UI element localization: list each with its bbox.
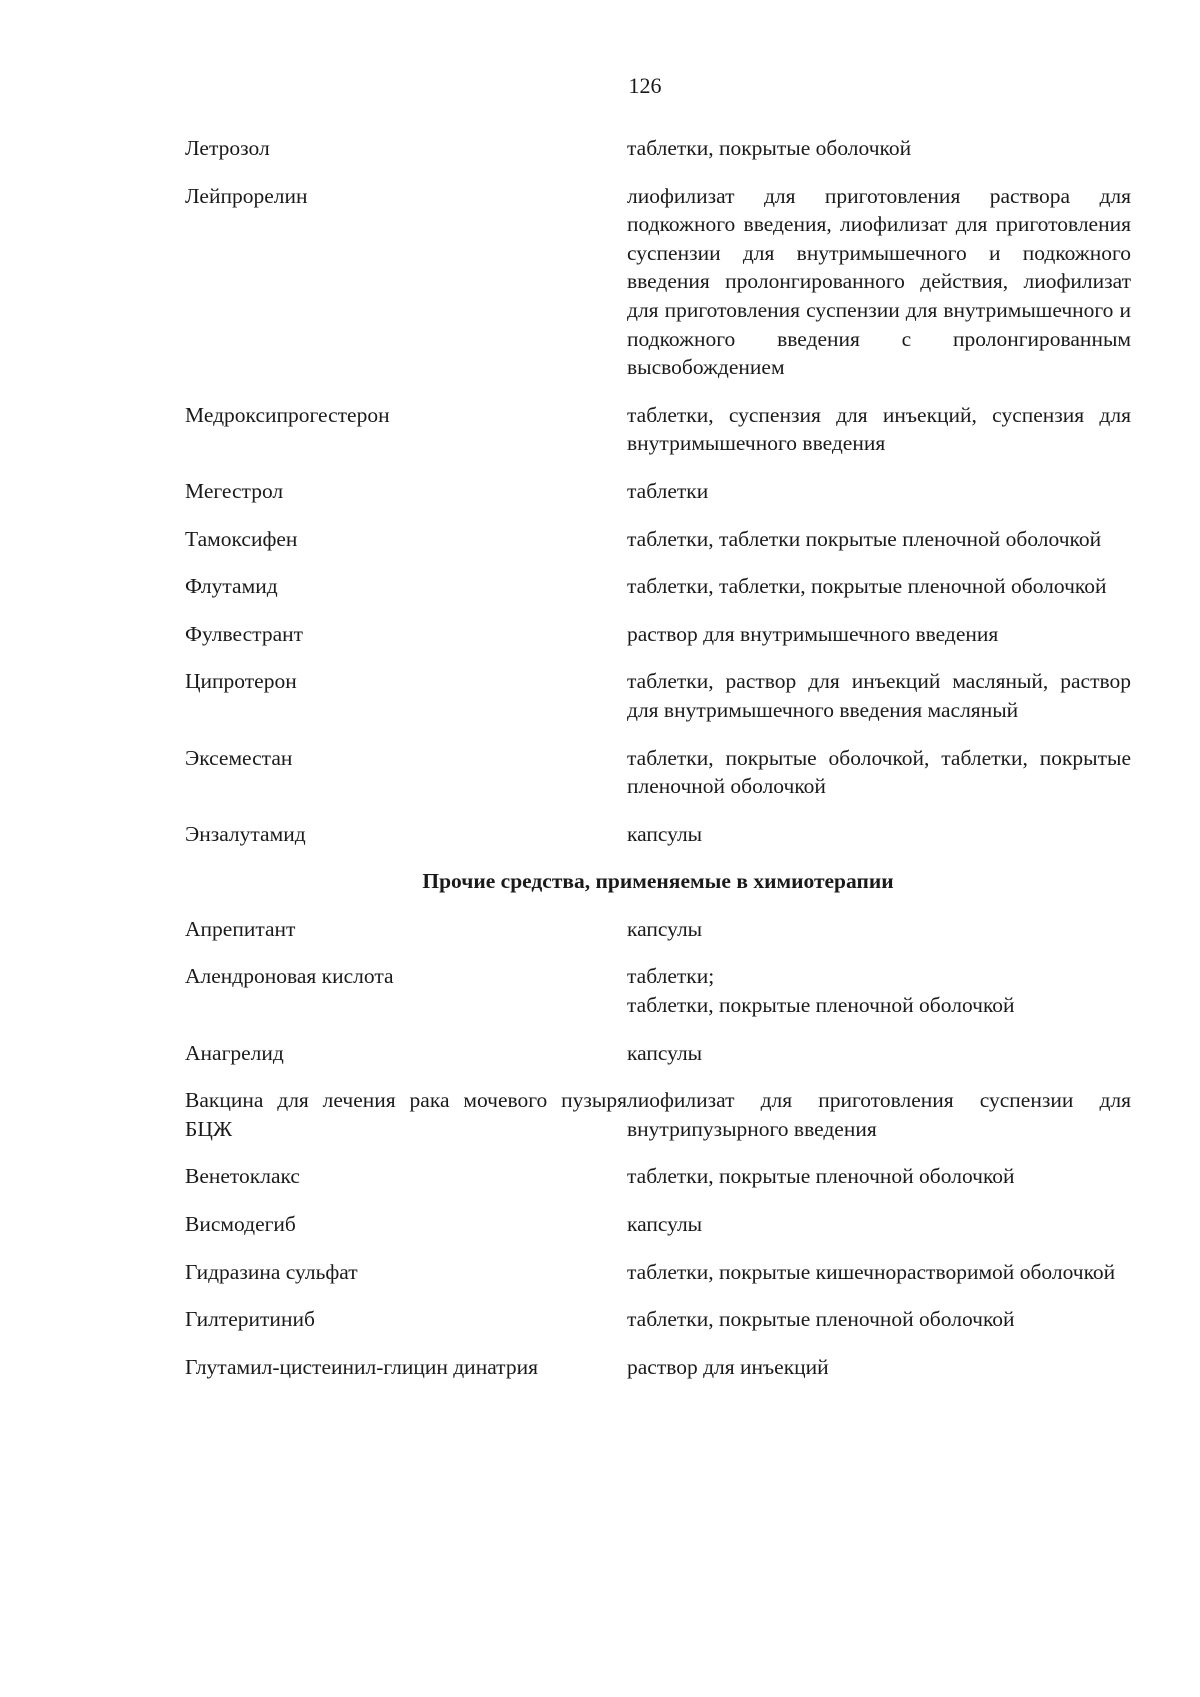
dosage-form: таблетки, покрытые оболочкой xyxy=(627,136,912,160)
drug-name: Эксеместан xyxy=(185,745,293,770)
dosage-form: таблетки, покрытые пленочной оболочкой xyxy=(627,1164,1015,1189)
table-row xyxy=(185,820,1131,849)
dosage-form: раствор для инъекций xyxy=(627,1354,829,1379)
dosage-form: таблетки; таблетки, покрытые пленочной оболочкой xyxy=(627,964,1015,1018)
table-row xyxy=(185,1039,1131,1068)
drug-name: Висмодегиб xyxy=(185,1212,296,1237)
table-row xyxy=(185,1086,1131,1143)
dosage-form: таблетки, покрытые кишечнорастворимой оболочкой xyxy=(627,1259,1116,1284)
dosage-form: таблетки, таблетки, покрытые пленочной оболочкой xyxy=(627,574,1107,599)
drug-name: Апрепитант xyxy=(185,916,296,941)
table-row xyxy=(185,182,1131,382)
dosage-form: таблетки, суспензия для инъекций, суспензия для внутримышечного введения xyxy=(627,402,1131,456)
drug-name: Алендроновая кислота xyxy=(185,964,394,989)
table-row xyxy=(185,477,1131,506)
table-row xyxy=(185,620,1131,649)
drug-table xyxy=(185,134,1131,1400)
table-row xyxy=(185,1353,1131,1382)
table-row xyxy=(185,1210,1131,1239)
dosage-form: капсулы xyxy=(627,821,703,846)
dosage-form: капсулы xyxy=(627,1212,703,1237)
table-row xyxy=(185,1305,1131,1334)
dosage-form: таблетки, покрытые оболочкой, таблетки, покрытые пленочной оболочкой xyxy=(627,745,1131,799)
dosage-form: капсулы xyxy=(627,916,703,941)
dosage-form: таблетки xyxy=(627,478,709,503)
drug-name: Флутамид xyxy=(185,574,278,599)
table-row xyxy=(185,572,1131,601)
table-row xyxy=(185,667,1131,724)
section-heading: Прочие средства, применяемые в химиотерапии xyxy=(422,869,894,894)
dosage-form: таблетки, покрытые пленочной оболочкой xyxy=(627,1307,1015,1332)
table-row xyxy=(185,962,1131,1019)
dosage-form: лиофилизат для приготовления суспензии для внутрипузырного введения xyxy=(627,1088,1131,1141)
table-row xyxy=(185,1162,1131,1191)
drug-name: Мегестрол xyxy=(185,478,284,503)
drug-name: Глутамил-цистеинил-глицин динатрия xyxy=(185,1354,538,1379)
drug-name: Анагрелид xyxy=(185,1040,284,1065)
drug-name: Фулвестрант xyxy=(185,621,304,646)
dosage-form: таблетки, таблетки покрытые пленочной оболочкой xyxy=(627,526,1102,551)
drug-name: Медроксипрогестерон xyxy=(185,402,390,427)
drug-name: Венетоклакс xyxy=(185,1164,300,1189)
page-number: 126 xyxy=(628,73,662,98)
dosage-form: раствор для внутримышечного введения xyxy=(627,621,999,646)
drug-name: Энзалутамид xyxy=(185,821,306,846)
table-row xyxy=(185,915,1131,944)
dosage-form: капсулы xyxy=(627,1040,703,1065)
dosage-form: лиофилизат для приготовления раствора для подкожного введения, лиофилизат для приготовления суспензии для внутримышечного и подкожного введения пролонгированного действия, лиофилизат для приготовления суспензии для внутримышечного и подкожного введения с пролонгированным высвобождением xyxy=(627,183,1131,380)
drug-name: Ципротерон xyxy=(185,669,297,694)
table-row xyxy=(185,401,1131,458)
drug-name: Лейпрорелин xyxy=(185,183,308,208)
drug-name: Вакцина для лечения рака мочевого пузыря БЦЖ xyxy=(185,1088,627,1141)
drug-name: Тамоксифен xyxy=(185,526,298,551)
drug-name: Гидразина сульфат xyxy=(185,1259,358,1284)
dosage-form: таблетки, раствор для инъекций масляный, раствор для внутримышечного введения масляный xyxy=(627,669,1131,722)
table-row xyxy=(185,134,1131,163)
drug-name: Гилтеритиниб xyxy=(185,1307,315,1332)
table-row xyxy=(185,1258,1131,1287)
table-row xyxy=(185,744,1131,801)
drug-name: Летрозол xyxy=(185,136,270,160)
table-row xyxy=(185,525,1131,554)
